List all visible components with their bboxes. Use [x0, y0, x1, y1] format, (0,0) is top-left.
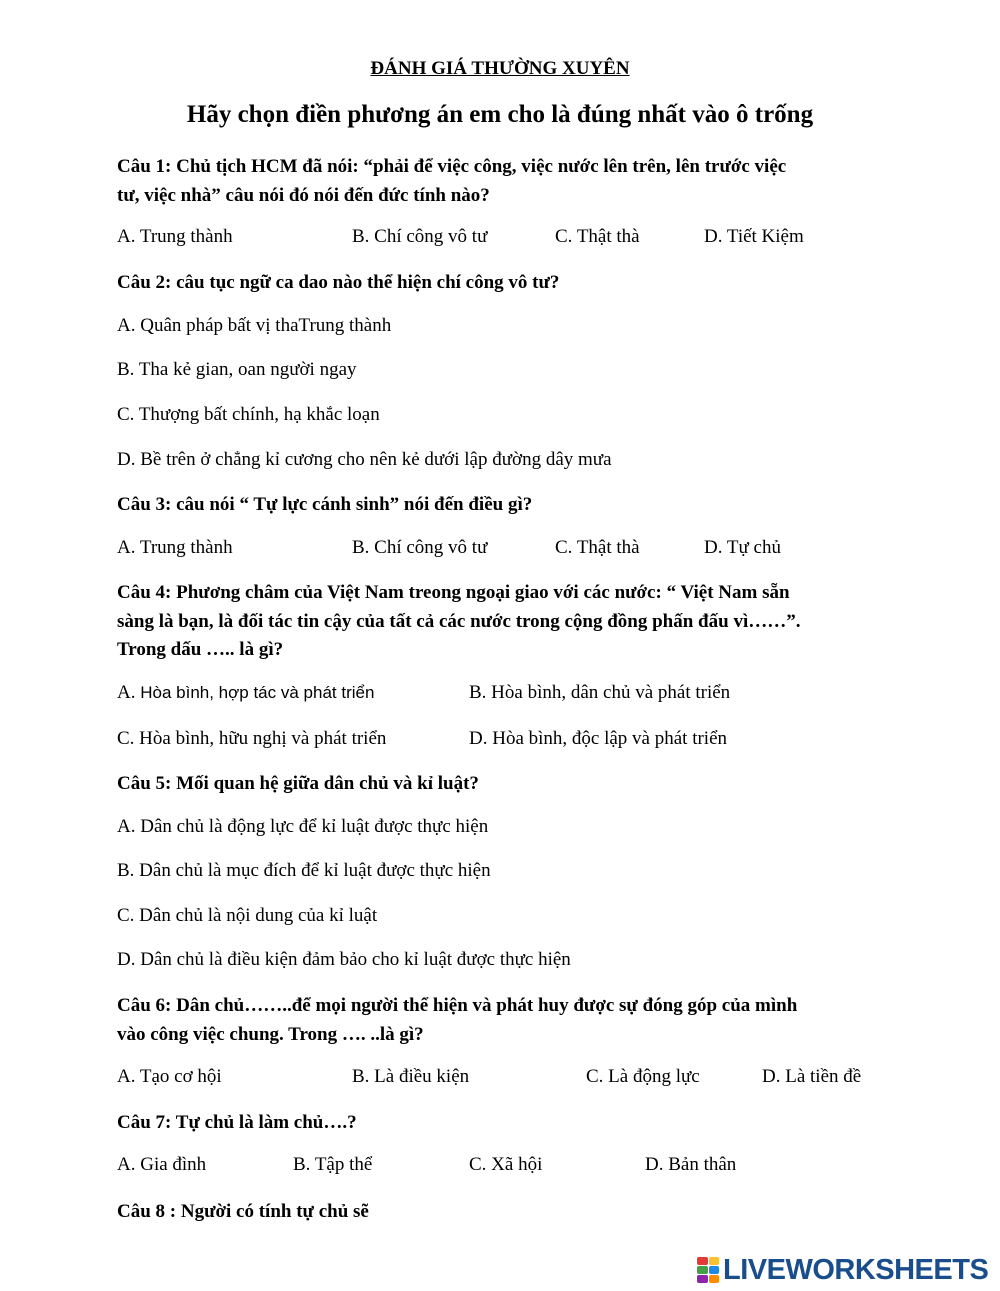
q3-option-a[interactable]: A. Trung thành	[117, 537, 233, 558]
q1-option-c[interactable]: C. Thật thà	[555, 226, 640, 247]
q2-option-d[interactable]: D. Bề trên ở chẳng kỉ cương cho nên kẻ dưới lập đường dây mưa	[117, 449, 612, 470]
question-7-line-1: Câu 7: Tự chủ là làm chủ….?	[117, 1112, 357, 1133]
q2-option-a[interactable]: A. Quân pháp bất vị thaTrung thành	[117, 315, 392, 336]
q4-option-a[interactable]	[117, 681, 374, 705]
q5-option-b[interactable]: B. Dân chủ là mục đích để kỉ luật được thực hiện	[117, 860, 491, 881]
q6-option-b[interactable]: B. Là điều kiện	[352, 1066, 470, 1087]
q7-option-b[interactable]: B. Tập thể	[293, 1154, 373, 1175]
liveworksheets-logo	[697, 1253, 988, 1287]
question-8-line-1: Câu 8 : Người có tính tự chủ sẽ	[117, 1201, 369, 1222]
question-5-line-1: Câu 5: Mối quan hệ giữa dân chủ và kỉ luật?	[117, 773, 479, 794]
question-6-line-2: vào công việc chung. Trong …. ..là gì?	[117, 1024, 424, 1045]
question-4-line-1: Câu 4: Phương châm của Việt Nam treong ngoại giao với các nước: “ Việt Nam sẵn	[117, 582, 790, 603]
page-title: ĐÁNH GIÁ THƯỜNG XUYÊN	[370, 58, 630, 79]
q1-option-d[interactable]: D. Tiết Kiệm	[704, 226, 804, 247]
q6-option-a[interactable]: A. Tạo cơ hội	[117, 1066, 222, 1087]
q4-option-c[interactable]: C. Hòa bình, hữu nghị và phát triển	[117, 728, 387, 749]
q6-option-d[interactable]: D. Là tiền đề	[762, 1066, 862, 1087]
q7-option-d[interactable]: D. Bản thân	[645, 1154, 737, 1175]
liveworksheets-mark-icon	[697, 1257, 719, 1283]
question-6-line-1: Câu 6: Dân chủ……..để mọi người thể hiện và phát huy được sự đóng góp của mình	[117, 995, 798, 1016]
q4-option-d[interactable]: D. Hòa bình, độc lập và phát triển	[469, 728, 728, 749]
q6-option-c[interactable]: C. Là động lực	[586, 1066, 700, 1087]
q5-option-d[interactable]: D. Dân chủ là điều kiện đảm bảo cho kỉ luật được thực hiện	[117, 949, 571, 970]
question-1-line-2: tư, việc nhà” câu nói đó nói đến đức tính nào?	[117, 185, 490, 206]
q1-option-b[interactable]: B. Chí công vô tư	[352, 226, 488, 247]
question-1-line-1: Câu 1: Chủ tịch HCM đã nói: “phải để việc công, việc nước lên trên, lên trước việc	[117, 156, 787, 177]
q1-option-a[interactable]: A. Trung thành	[117, 226, 233, 247]
q7-option-a[interactable]: A. Gia đình	[117, 1154, 207, 1175]
q3-option-c[interactable]: C. Thật thà	[555, 537, 640, 558]
q3-option-b[interactable]: B. Chí công vô tư	[352, 537, 488, 558]
q7-option-c[interactable]: C. Xã hội	[469, 1154, 543, 1175]
question-4-line-3: Trong dấu ….. là gì?	[117, 639, 284, 660]
q2-option-c[interactable]: C. Thượng bất chính, hạ khắc loạn	[117, 404, 380, 425]
q4-option-a-prefix: A.	[117, 682, 141, 703]
q4-option-a-text: Hòa bình, hợp tác và phát triển	[140, 683, 375, 702]
q4-option-b[interactable]: B. Hòa bình, dân chủ và phát triển	[469, 682, 731, 703]
q3-option-d[interactable]: D. Tự chủ	[704, 537, 781, 558]
question-2-line-1: Câu 2: câu tục ngữ ca dao nào thể hiện chí công vô tư?	[117, 272, 560, 293]
q5-option-c[interactable]: C. Dân chủ là nội dung của kỉ luật	[117, 905, 378, 926]
q2-option-b[interactable]: B. Tha kẻ gian, oan người ngay	[117, 359, 357, 380]
q5-option-a[interactable]: A. Dân chủ là động lực để kỉ luật được thực hiện	[117, 816, 489, 837]
instructions: Hãy chọn điền phương án em cho là đúng nhất vào ô trống	[186, 101, 814, 128]
question-3-line-1: Câu 3: câu nói “ Tự lực cánh sinh” nói đến điều gì?	[117, 494, 533, 515]
question-4-line-2: sàng là bạn, là đối tác tin cậy của tất cả các nước trong cộng đồng phấn đấu vì……”.	[117, 611, 801, 632]
logo-text: LIVEWORKSHEETS	[723, 1253, 989, 1286]
